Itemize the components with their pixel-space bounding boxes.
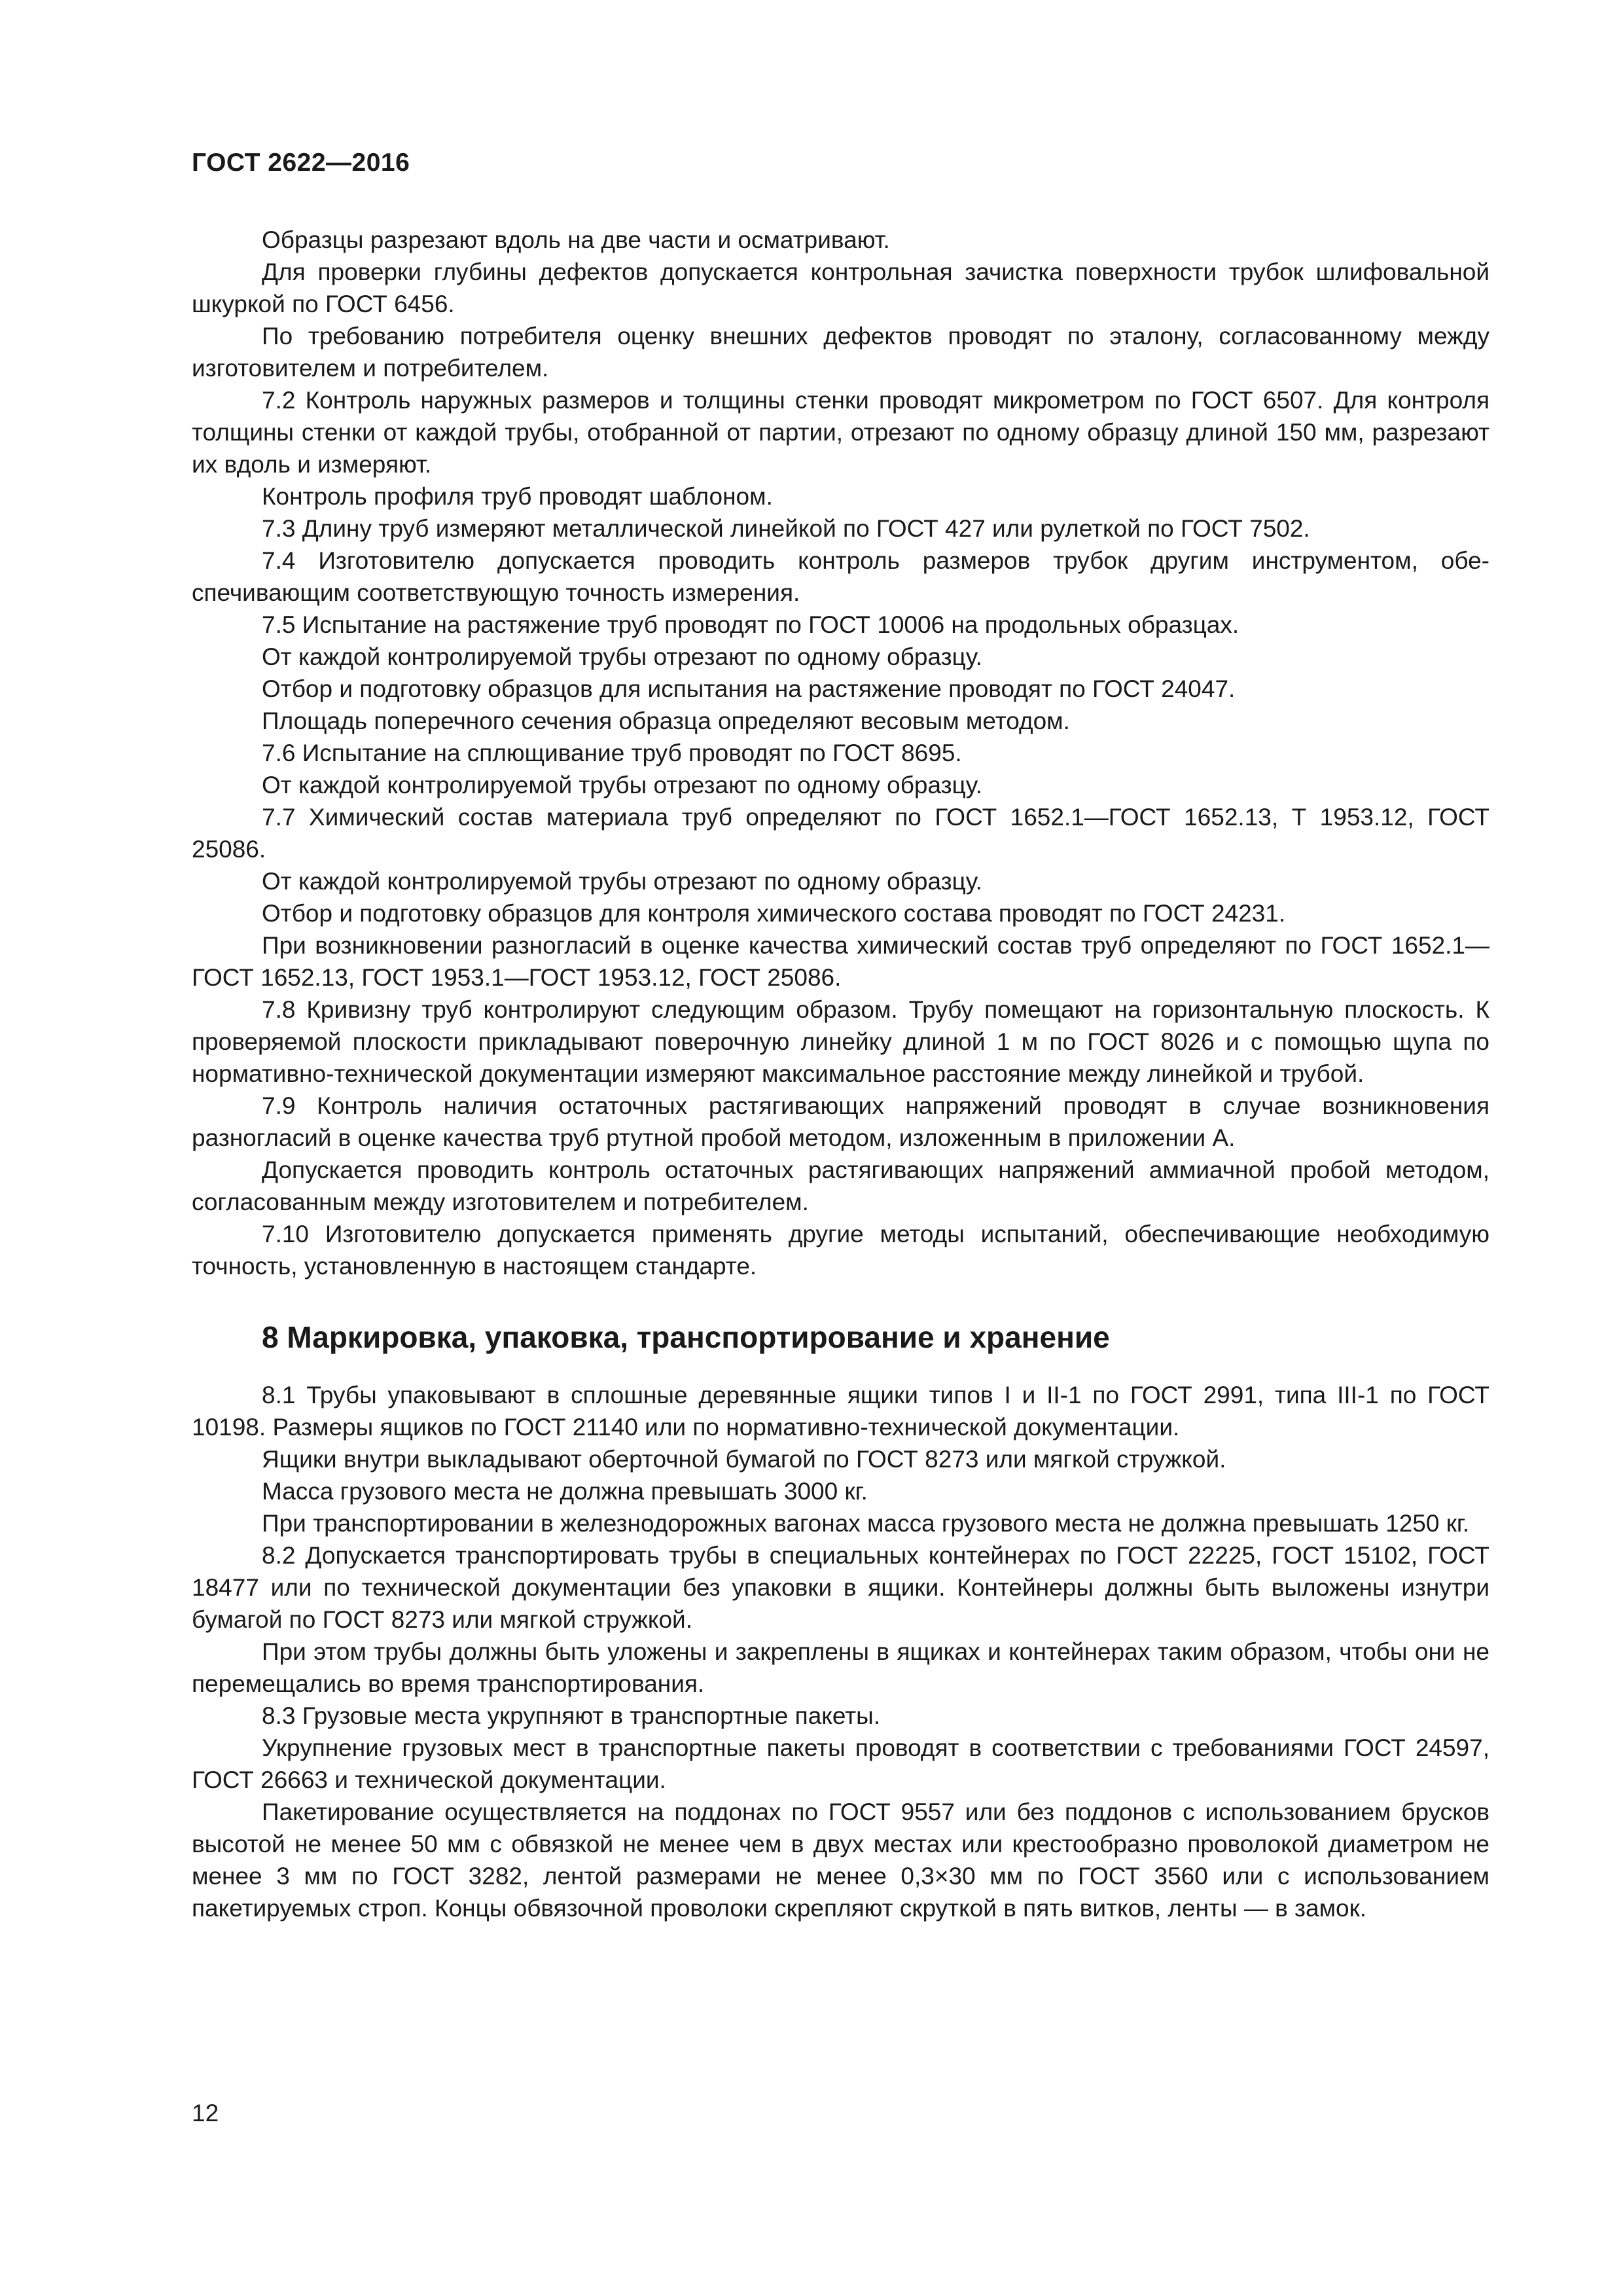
document-header: ГОСТ 2622—2016 [192,149,410,177]
document-body [192,224,1489,1924]
paragraph: Пакетирование осуществляется на поддонах по ГОСТ 9557 или без поддонов с использованием брусков высотой не менее 50 мм с обвязкой не менее чем в двух местах или крестообразно проволокой диаметром не менее 3 мм по ГОСТ 3282, лентой размерами не менее 0,3×30 мм по ГОСТ 3560 или с использованием пакетируемых строп. Концы обвязочной проволоки скрепляют скруткой в пять витков, ленты — в замок. [192,1799,1489,1922]
paragraph: Площадь поперечного сечения образца определяют весовым методом. [262,708,1070,734]
paragraph: 7.6 Испытание на сплющивание труб проводят по ГОСТ 8695. [262,740,962,766]
paragraph: 8.1 Трубы упаковывают в сплошные деревянные ящики типов I и II-1 по ГОСТ 2991, типа III-1 по ГОСТ 10198. Размеры ящиков по ГОСТ 21140 или по нормативно-технической документации. [192,1382,1489,1441]
paragraph: От каждой контролируемой трубы отрезают по одному образцу. [262,643,982,670]
paragraph: Ящики внутри выкладывают оберточной бумагой по ГОСТ 8273 или мягкой стружкой. [262,1446,1226,1473]
paragraph: При возникновении разногласий в оценке качества химический состав труб определяют по ГОСТ 1652.1—ГОСТ 1652.13, ГОСТ 1953.1—ГОСТ 1953.12, ГОСТ 25086. [192,932,1489,991]
paragraph: По требованию потребителя оценку внешних дефектов проводят по эталону, согласованному между изготовителем и потребителем. [192,323,1489,382]
paragraph: Допускается проводить контроль остаточных растягивающих напряжений аммиачной пробой методом, согласованным между изготовителем и потребителем. [192,1157,1489,1215]
paragraph: 8.3 Грузовые места укрупняют в транспортные пакеты. [262,1702,881,1729]
paragraph: От каждой контролируемой трубы отрезают по одному образцу. [262,868,982,895]
paragraph: 7.10 Изготовителю допускается применять другие методы испытаний, обеспечивающие необходимую точность, установленную в настоящем стандарте. [192,1221,1489,1280]
paragraph: 7.2 Контроль наружных размеров и толщины стенки проводят микрометром по ГОСТ 6507. Для контроля толщины стенки от каждой трубы, отобранной от партии, отрезают по одному образцу длиной 150 мм, разрезают их вдоль и измеряют. [192,387,1489,478]
paragraph: 8.2 Допускается транспортировать трубы в специальных контейнерах по ГОСТ 22225, ГОСТ 15102, ГОСТ 18477 или по технической документации без упаковки в ящики. Контейнеры должны быть выложены изнутри бумагой по ГОСТ 8273 или мягкой стружкой. [192,1542,1489,1633]
paragraph: При транспортировании в железнодорожных вагонах масса грузового места не должна превышать 1250 кг. [262,1510,1470,1537]
paragraph: 7.8 Кривизну труб контролируют следующим образом. Трубу помещают на горизонтальную плоскость. К проверяемой плоскости прикладывают поверочную линейку длиной 1 м по ГОСТ 8026 и с помощью щупа по нормативно-технической документации измеряют максимальное расстояние между линейкой и трубой. [192,996,1489,1087]
paragraph: 7.5 Испытание на растяжение труб проводят по ГОСТ 10006 на продольных образцах. [262,611,1240,638]
paragraph: Образцы разрезают вдоль на две части и осматривают. [262,226,890,253]
paragraph: 7.4 Изготовителю допускается проводить контроль размеров трубок другим инструментом, обеспечивающим соответствующую точность измерения. [192,547,1489,606]
paragraph: Укрупнение грузовых мест в транспортные пакеты проводят в соответствии с требованиями ГОСТ 24597, ГОСТ 26663 и технической документации. [192,1734,1489,1793]
paragraph: При этом трубы должны быть уложены и закреплены в ящиках и контейнерах таким образом, чтобы они не перемещались во время транспортирования. [192,1638,1489,1697]
section-title: 8 Маркировка, упаковка, транспортирование и хранение [262,1320,1110,1354]
paragraph: Масса грузового места не должна превышать 3000 кг. [262,1478,868,1505]
page-number: 12 [192,2100,219,2126]
paragraph: Отбор и подготовку образцов для контроля химического состава проводят по ГОСТ 24231. [262,900,1286,927]
paragraph: Для проверки глубины дефектов допускается контрольная зачистка поверхности трубок шлифовальной шкуркой по ГОСТ 6456. [192,259,1489,317]
paragraph: От каждой контролируемой трубы отрезают по одному образцу. [262,772,982,798]
paragraph: Контроль профиля труб проводят шаблоном. [262,483,773,510]
paragraph: Отбор и подготовку образцов для испытания на растяжение проводят по ГОСТ 24047. [262,675,1236,702]
paragraph: 7.3 Длину труб измеряют металлической линейкой по ГОСТ 427 или рулеткой по ГОСТ 7502. [262,515,1310,542]
paragraph: 7.9 Контроль наличия остаточных растягивающих напряжений проводят в случае возникновения разногласий в оценке качества труб ртутной пробой методом, изложенным в приложении А. [192,1092,1489,1151]
paragraph: 7.7 Химический состав материала труб определяют по ГОСТ 1652.1—ГОСТ 1652.13, Т 1953.12, ГОСТ 25086. [192,804,1489,863]
